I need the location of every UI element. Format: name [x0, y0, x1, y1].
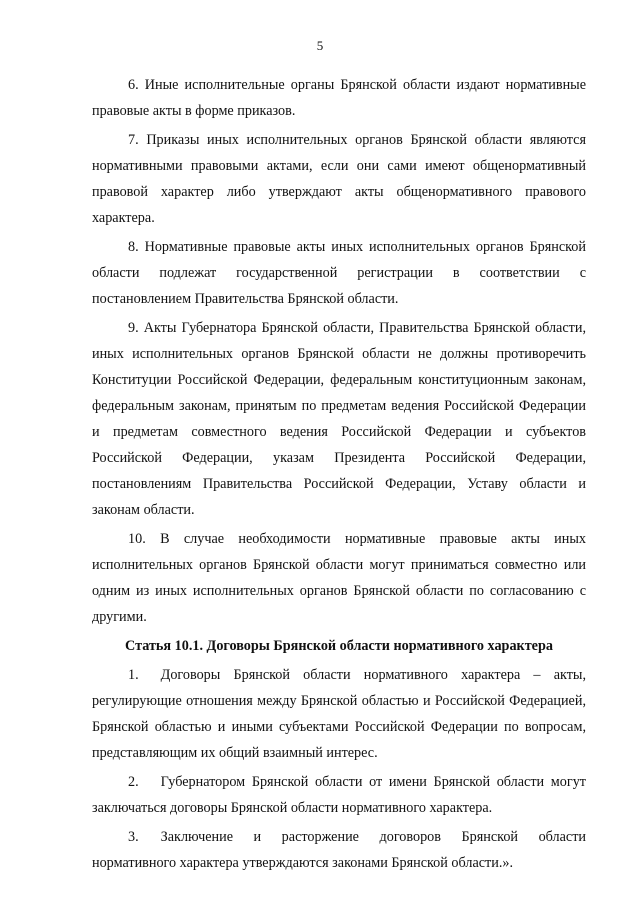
article-heading: Статья 10.1. Договоры Брянской области нормативного характера	[125, 638, 553, 654]
article-item-text: Заключение и расторжение договоров Брянской области нормативного характера утверждаются законами Брянской области.».	[92, 829, 586, 871]
article-item-number: 1.	[128, 667, 139, 683]
paragraph-8: 8. Нормативные правовые акты иных исполнительных органов Брянской области подлежат государственной регистрации в соответствии с постановлением Правительства Брянской области.	[92, 239, 586, 307]
article-item-text: Договоры Брянской области нормативного характера – акты, регулирующие отношения между Брянской областью и Российской Федерацией, Брянской областью и иными субъектами Российской Федерации по вопросам, представляющим их общий взаимный интерес.	[92, 667, 586, 761]
page-number: 5	[316, 38, 324, 53]
article-item-number: 3.	[128, 829, 139, 845]
article-item-3	[92, 824, 586, 876]
article-item-text: Губернатором Брянской области от имени Брянской области могут заключаться договоры Брянской области нормативного характера.	[92, 774, 586, 816]
paragraph-9: 9. Акты Губернатора Брянской области, Правительства Брянской области, иных исполнительных органов Брянской области не должны противоречить Конституции Российской Федерации, федеральным конституционным законам, федеральным законам, принятым по предметам ведения Российской Федерации и предметам совместного ведения Российской Федерации и субъектов Российской Федерации, указам Президента Российской Федерации, постановлениям Правительства Российской Федерации, Уставу области и законам области.	[92, 320, 586, 518]
paragraph-10: 10. В случае необходимости нормативные правовые акты иных исполнительных органов Брянской области могут приниматься совместно или одним из иных исполнительных органов Брянской области по согласованию с другими.	[92, 531, 586, 625]
article-item-1	[92, 662, 586, 766]
paragraph-6: 6. Иные исполнительные органы Брянской области издают нормативные правовые акты в форме приказов.	[92, 77, 586, 119]
paragraph-7: 7. Приказы иных исполнительных органов Брянской области являются нормативными правовыми актами, если они сами имеют общенормативный правовой характер либо утверждают акты общенормативного правового характера.	[92, 132, 586, 226]
article-item-number: 2.	[128, 774, 139, 790]
article-item-2	[92, 769, 586, 821]
